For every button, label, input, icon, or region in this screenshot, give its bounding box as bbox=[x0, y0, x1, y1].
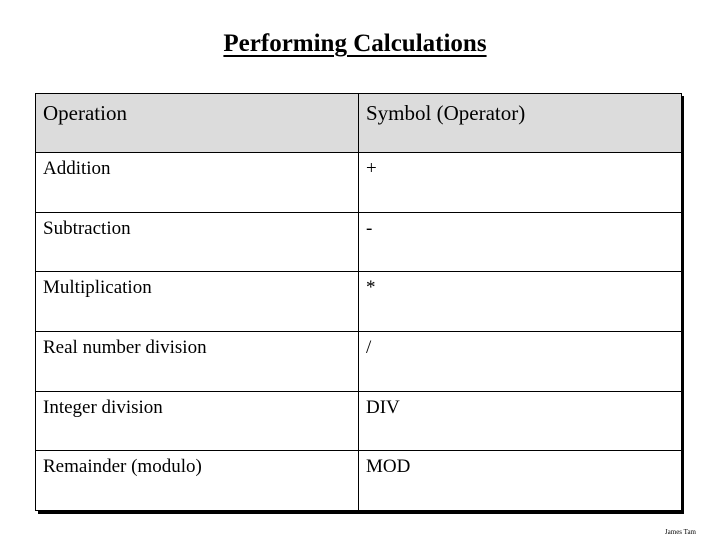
operation-cell: Multiplication bbox=[36, 272, 359, 332]
symbol-cell: - bbox=[359, 212, 682, 272]
table-row bbox=[36, 451, 682, 511]
header-symbol: Symbol (Operator) bbox=[359, 94, 682, 153]
symbol-cell: / bbox=[359, 331, 682, 391]
author-footer: James Tam bbox=[664, 528, 696, 536]
table-row bbox=[36, 272, 682, 332]
table-row bbox=[36, 153, 682, 213]
table-row bbox=[36, 391, 682, 451]
operations-table bbox=[35, 93, 682, 511]
operation-cell: Subtraction bbox=[36, 212, 359, 272]
operation-cell: Addition bbox=[36, 153, 359, 213]
symbol-cell: * bbox=[359, 272, 682, 332]
operation-cell: Remainder (modulo) bbox=[36, 451, 359, 511]
table-row bbox=[36, 331, 682, 391]
operation-cell: Real number division bbox=[36, 331, 359, 391]
table-header-row bbox=[36, 94, 682, 153]
symbol-cell: MOD bbox=[359, 451, 682, 511]
symbol-cell: + bbox=[359, 153, 682, 213]
symbol-cell: DIV bbox=[359, 391, 682, 451]
slide-title: Performing Calculations bbox=[223, 30, 487, 57]
table-row bbox=[36, 212, 682, 272]
operation-cell: Integer division bbox=[36, 391, 359, 451]
header-operation: Operation bbox=[36, 94, 359, 153]
